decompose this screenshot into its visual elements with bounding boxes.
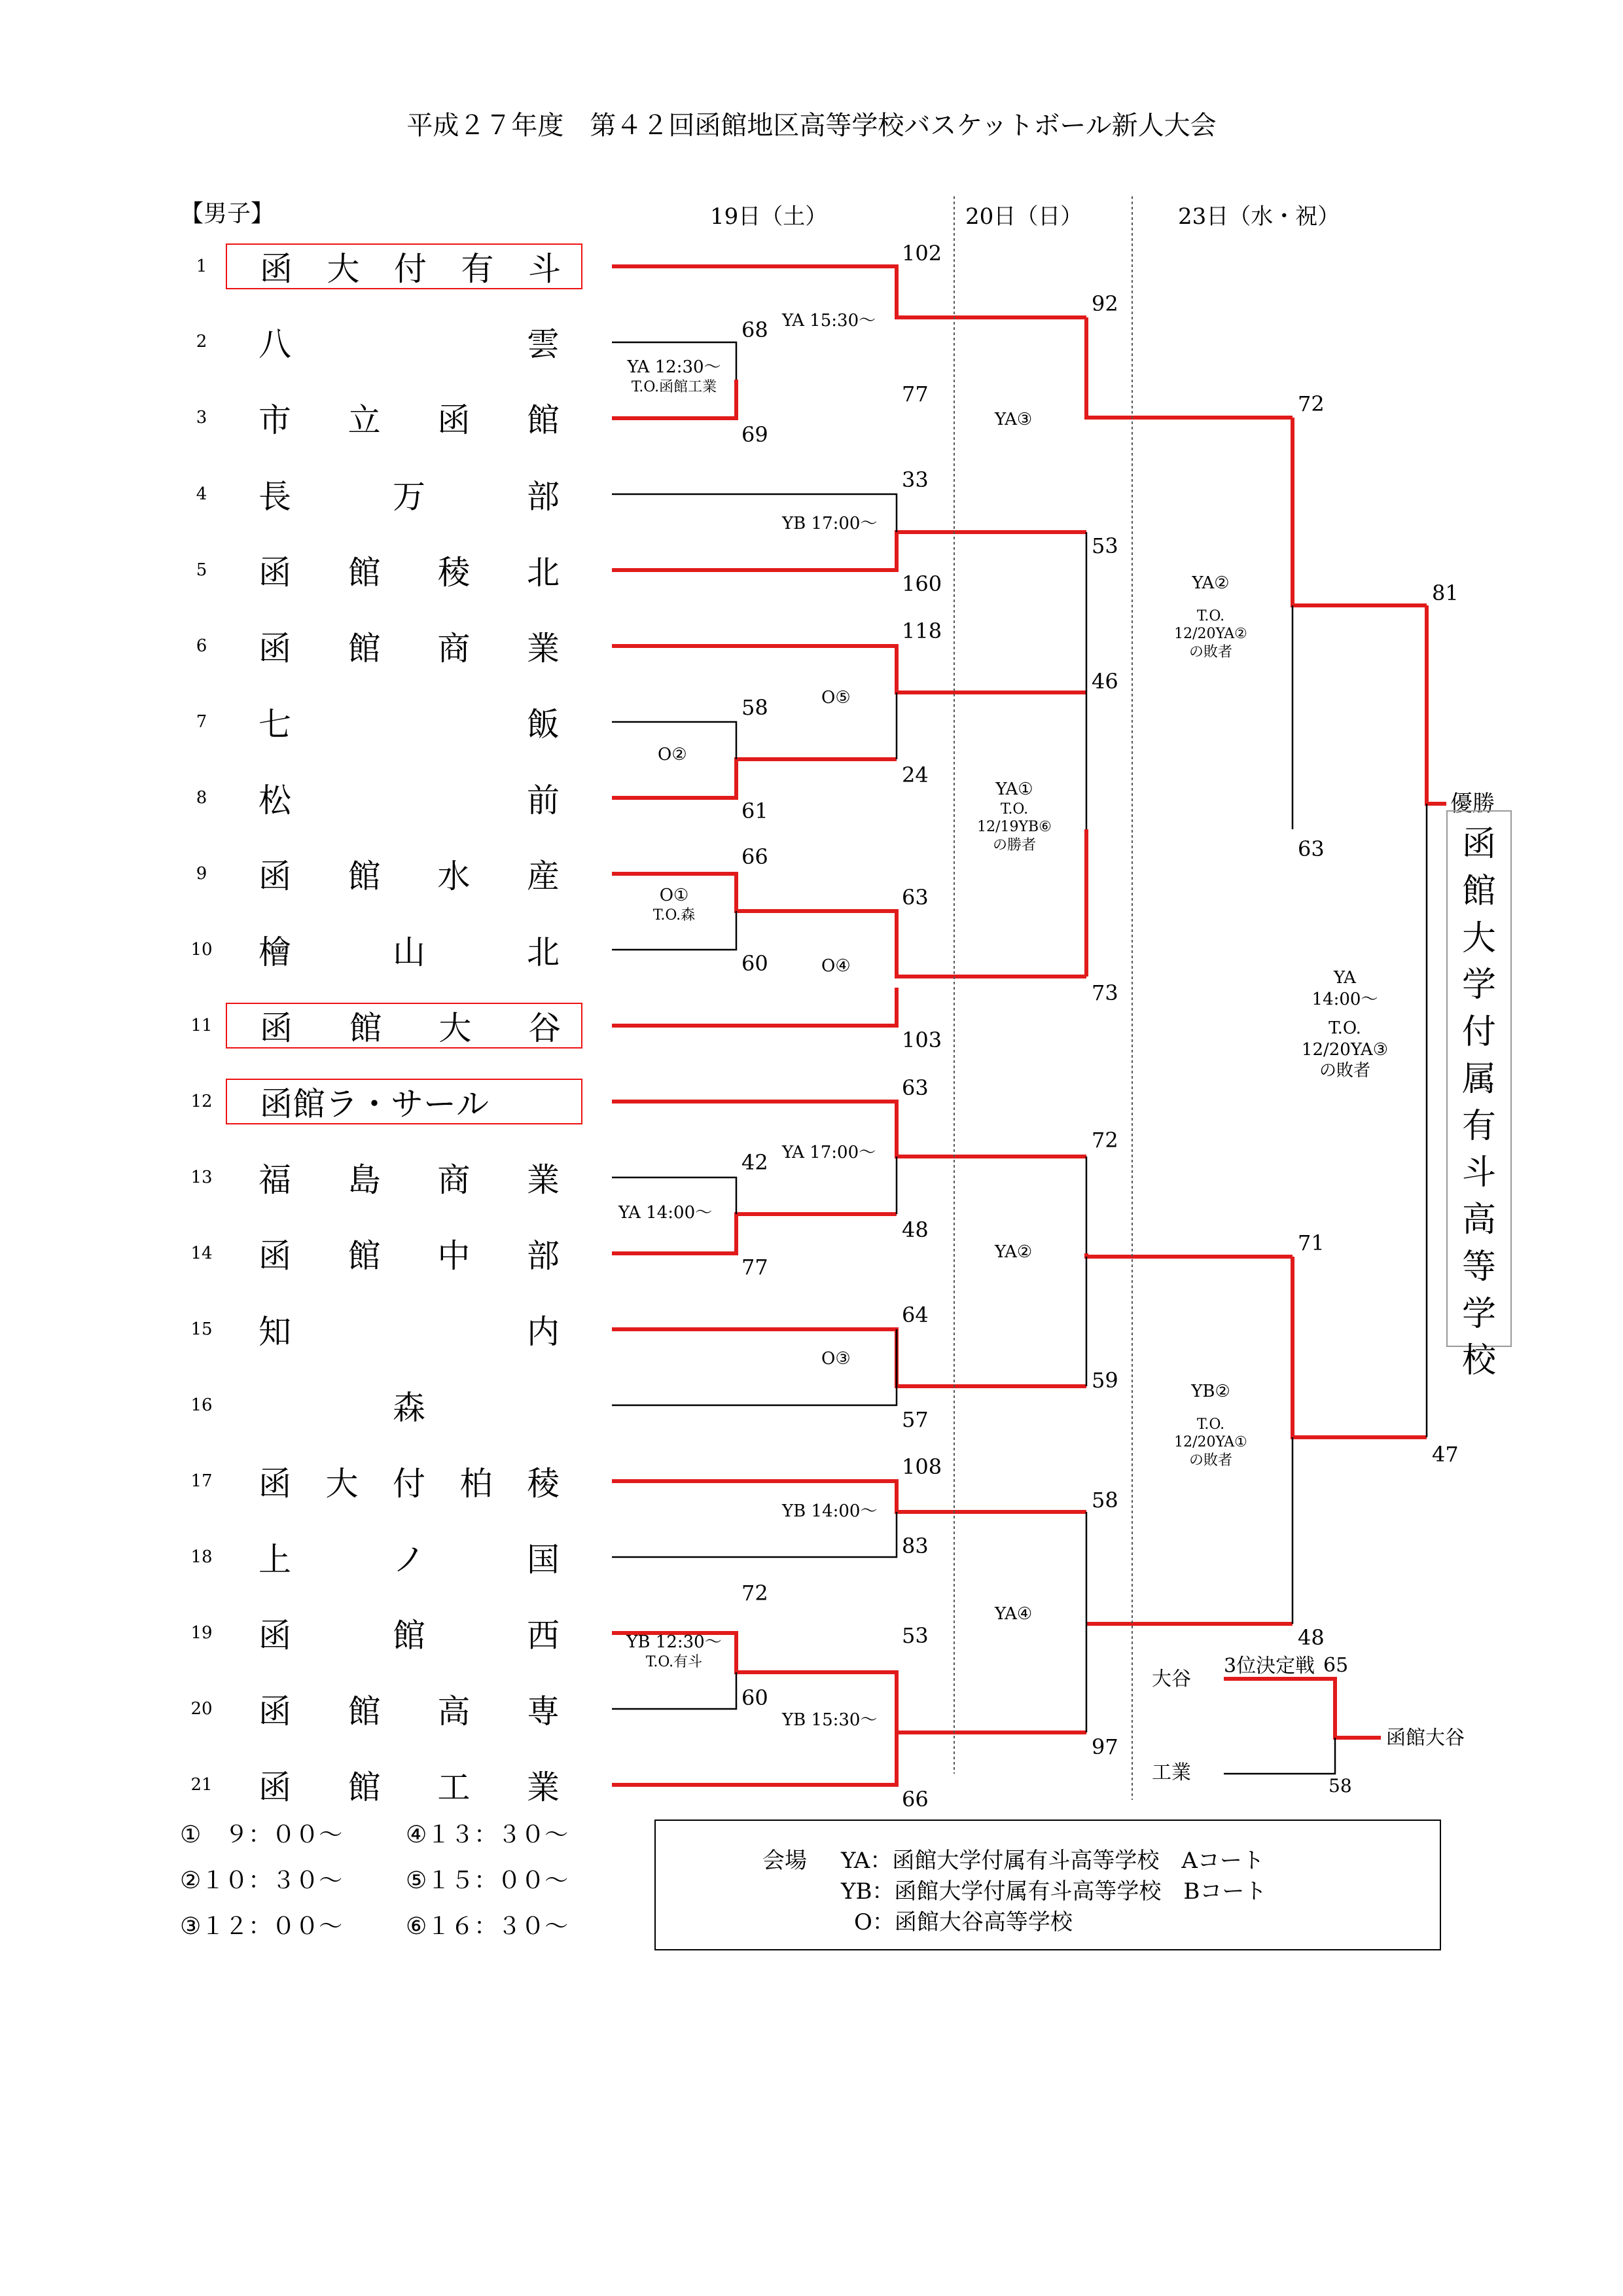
lose-line	[1224, 1738, 1335, 1774]
match-note: YB 14:00～	[782, 1501, 878, 1521]
match-note	[1165, 1381, 1257, 1469]
score: 60	[741, 1685, 768, 1710]
match-note: YA④	[995, 1604, 1033, 1624]
team-name: 函 館 西	[259, 1617, 560, 1655]
team-number: 11	[190, 1016, 213, 1035]
match-note	[635, 885, 713, 924]
score: 46	[1092, 669, 1118, 694]
team-number: 10	[190, 940, 213, 960]
score: 72	[741, 1581, 768, 1605]
team-name: 上 ノ 国	[259, 1541, 560, 1579]
team-name: 市 立 函 館	[259, 401, 560, 439]
score: 77	[902, 382, 929, 406]
match-note-to: の勝者	[992, 836, 1036, 853]
win-line	[1427, 605, 1446, 804]
match-note: YB 17:00～	[782, 514, 878, 533]
score: 160	[902, 571, 942, 596]
match-note-to: T.O.	[1196, 607, 1225, 624]
section-label: 【男子】	[180, 200, 275, 227]
schedule-3: ③１２：００～	[180, 1913, 343, 1940]
team-number: 7	[196, 712, 207, 732]
team-name: 函 大 付 有 斗	[260, 250, 561, 288]
match-note-time: O①	[659, 886, 689, 905]
team-name: 八 雲	[259, 325, 560, 363]
win-line	[612, 759, 897, 798]
team-number: 6	[196, 636, 207, 656]
match-note	[618, 1632, 730, 1671]
third-place-team-b: 工業	[1152, 1761, 1191, 1784]
score: 65	[1323, 1654, 1349, 1677]
win-line	[612, 532, 1086, 570]
score: 48	[902, 1217, 929, 1242]
score: 118	[902, 619, 942, 643]
team-name: 函 館 工 業	[259, 1768, 560, 1806]
final-note-to: T.O.	[1329, 1018, 1361, 1038]
match-note-to: 12/20YA②	[1174, 626, 1247, 642]
lose-line	[612, 1329, 897, 1405]
team-number: 16	[190, 1395, 213, 1415]
team-number: 12	[190, 1092, 213, 1111]
score: 53	[902, 1623, 929, 1648]
match-note-court: YA①	[995, 780, 1033, 799]
match-note: O②	[658, 745, 687, 764]
team-number: 15	[190, 1319, 213, 1339]
team-number: 21	[190, 1775, 213, 1795]
win-line	[612, 646, 1086, 692]
score: 48	[1298, 1625, 1325, 1650]
team-name: 函 館 中 部	[259, 1237, 560, 1275]
team-name: 森	[393, 1389, 425, 1427]
match-note	[618, 357, 730, 396]
score: 68	[741, 317, 768, 342]
score: 53	[1092, 533, 1118, 558]
match-note: YA②	[995, 1242, 1033, 1262]
match-note-to: の敗者	[1188, 643, 1232, 660]
match-note-to: の敗者	[1188, 1452, 1232, 1469]
team-name: 長 万 部	[259, 478, 560, 516]
win-line	[1086, 317, 1293, 418]
score: 83	[902, 1534, 929, 1558]
day-label-2: 20日（日）	[965, 204, 1083, 230]
final-note	[1299, 967, 1391, 1082]
final-note-time: 14:00～	[1311, 989, 1378, 1009]
match-note-to: T.O.	[1000, 800, 1029, 817]
score: 66	[902, 1787, 929, 1812]
win-line	[1293, 418, 1427, 605]
score: 63	[902, 1075, 929, 1100]
score: 61	[741, 798, 768, 823]
team-name: 函 館 ラ ・ サ ー ル	[260, 1085, 489, 1123]
match-note-to: 12/20YA①	[1174, 1434, 1247, 1450]
team-number: 4	[196, 484, 207, 504]
team-number: 18	[190, 1547, 213, 1567]
win-line	[612, 988, 897, 1026]
win-line	[1293, 1257, 1427, 1437]
third-place-label: 3位決定戦	[1224, 1655, 1315, 1677]
match-note-court: YA②	[1192, 573, 1230, 593]
score: 77	[741, 1255, 768, 1280]
win-line	[1224, 1679, 1381, 1738]
score: 57	[902, 1407, 929, 1432]
team-number: 1	[196, 257, 207, 276]
score: 103	[902, 1028, 942, 1052]
match-note: O⑤	[821, 688, 851, 708]
score: 69	[741, 422, 768, 447]
score: 58	[741, 695, 768, 720]
schedule-1: ① ９：００～	[180, 1821, 343, 1848]
team-number: 14	[190, 1244, 213, 1263]
match-note-to: T.O.森	[652, 906, 696, 924]
venue-line-3: O：函館大谷高等学校	[854, 1909, 1073, 1935]
match-note-time: YB 12:30～	[626, 1632, 722, 1652]
score: 63	[1298, 836, 1325, 861]
score: 102	[902, 241, 942, 266]
team-number: 9	[196, 864, 207, 884]
champion-name: 函 館 大 学 付 属 有 斗 高 等 学 校	[1461, 825, 1496, 1381]
schedule-6: ⑥１６：３０～	[406, 1913, 569, 1940]
schedule-2: ②１０：３０～	[180, 1867, 343, 1894]
match-note: O④	[821, 956, 851, 976]
match-note: YA 17:00～	[782, 1143, 876, 1162]
venue-line-2: YB：函館大学付属有斗高等学校 Bコート	[841, 1878, 1267, 1905]
schedule-4: ④１３：３０～	[406, 1821, 569, 1848]
score: 42	[741, 1150, 768, 1175]
match-note: YA 14:00～	[618, 1203, 713, 1223]
venue-line-1: YA：函館大学付属有斗高等学校 Aコート	[841, 1848, 1264, 1874]
match-note-to: T.O.	[1196, 1416, 1225, 1433]
final-note-court: YA	[1334, 968, 1356, 988]
score: 97	[1092, 1734, 1118, 1759]
match-note-time: YA 12:30～	[627, 357, 721, 377]
third-place-team-a: 大谷	[1152, 1668, 1191, 1691]
team-name: 檜 山 北	[259, 933, 560, 971]
match-note	[1165, 573, 1257, 661]
day-label-3: 23日（水・祝）	[1178, 204, 1340, 230]
team-name: 知 内	[259, 1313, 560, 1351]
score: 60	[741, 951, 768, 976]
match-note-to: T.O.有斗	[645, 1653, 703, 1670]
team-name: 七 飯	[259, 706, 560, 744]
team-name: 函 大 付 柏 稜	[259, 1465, 560, 1503]
match-note	[975, 779, 1054, 854]
match-note: YA③	[995, 410, 1033, 429]
score: 66	[741, 844, 768, 869]
team-number: 19	[190, 1623, 213, 1643]
score: 64	[902, 1302, 929, 1327]
page-title: 平成２７年度 第４２回函館地区高等学校バスケットボール新人大会	[406, 111, 1217, 141]
team-number: 2	[196, 332, 207, 351]
team-name: 函 館 大 谷	[260, 1009, 561, 1047]
score: 58	[1329, 1775, 1352, 1797]
win-line	[612, 1732, 897, 1785]
match-note-to: T.O.函館工業	[631, 378, 717, 395]
final-note-to: 12/20YA③	[1301, 1039, 1389, 1060]
score: 73	[1092, 980, 1118, 1005]
match-note: O③	[821, 1349, 851, 1369]
score: 58	[1092, 1488, 1118, 1513]
team-name: 福 島 商 業	[259, 1161, 560, 1199]
team-number: 17	[190, 1471, 213, 1491]
score: 72	[1092, 1128, 1118, 1153]
win-line	[1086, 1253, 1293, 1257]
team-name: 函 館 高 専	[259, 1693, 560, 1731]
score: 108	[902, 1454, 942, 1479]
score: 47	[1432, 1442, 1459, 1467]
team-name: 松 前	[259, 781, 560, 819]
team-number: 8	[196, 788, 207, 808]
team-name: 函 館 商 業	[259, 630, 560, 668]
team-name: 函 館 水 産	[259, 857, 560, 895]
team-number: 13	[190, 1168, 213, 1187]
team-name: 函 館 稜 北	[259, 554, 560, 592]
match-note-court: YB②	[1191, 1382, 1230, 1401]
score: 72	[1298, 391, 1325, 416]
team-number: 20	[190, 1699, 213, 1719]
match-note-to: 12/19YB⑥	[977, 819, 1052, 835]
score: 63	[902, 885, 929, 910]
score: 33	[902, 467, 929, 492]
score: 59	[1092, 1368, 1118, 1393]
match-note: YB 15:30～	[782, 1710, 878, 1730]
team-number: 5	[196, 560, 207, 580]
champion-label: 優勝	[1450, 791, 1495, 817]
score: 92	[1092, 291, 1118, 316]
score: 81	[1432, 581, 1459, 605]
venue-label: 会場	[762, 1848, 807, 1874]
final-note-to: の敗者	[1319, 1061, 1370, 1081]
lose-line	[612, 1672, 736, 1709]
day-label-1: 19日（土）	[710, 204, 828, 230]
schedule-5: ⑤１５：００～	[406, 1867, 569, 1894]
match-note: YA 15:30～	[782, 311, 876, 331]
score: 24	[902, 762, 929, 787]
third-place-winner: 函館大谷	[1386, 1727, 1465, 1749]
team-number: 3	[196, 408, 207, 427]
score: 71	[1298, 1230, 1325, 1255]
